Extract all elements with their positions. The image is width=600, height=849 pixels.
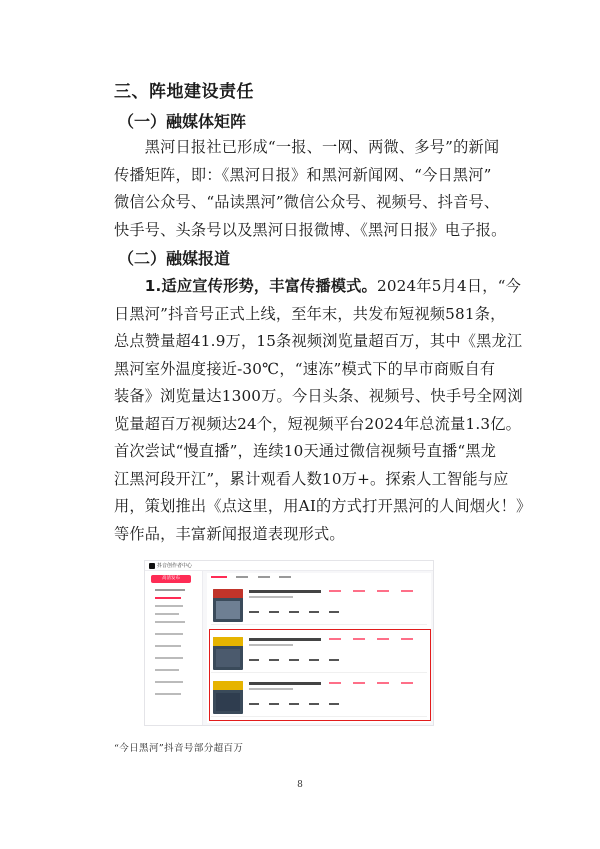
text-line: 传播矩阵，即：《黑河日报》和黑河新闻网、“今日黑河” [114, 165, 492, 184]
text-line: 总点赞量超41.9万，15条视频浏览量超百万，其中《黑龙江 [114, 332, 523, 350]
text-line: 用，策划推出《点这里，用AI的方式打开黑河的人间烟火！》 [114, 497, 532, 515]
lead-rest: 2024年5月4日，“今 [376, 277, 522, 295]
figure-tab [211, 576, 227, 578]
page-number: 8 [297, 780, 303, 790]
figure-sidebar-item [155, 645, 181, 647]
figure-caption: “今日黑河”抖音号部分超百万 [114, 743, 244, 754]
figure-brand [149, 562, 192, 569]
text-line: 快手号、头条号以及黑河日报微博、《黑河日报》电子报。 [114, 220, 507, 239]
video-tags-placeholder [329, 590, 425, 592]
text-line: 装备》浏览量达1300万。今日头条、视频号、快手号全网浏 [114, 387, 523, 405]
figure-brand-label: 抖音创作者中心 [157, 563, 193, 569]
figure-sidebar-item [155, 605, 183, 607]
text-line: 等作品，丰富新闻报道表现形式。 [114, 524, 345, 543]
douyin-screenshot-figure [144, 560, 434, 726]
text-line: 黑河室外温度接近-30℃，“速冻”模式下的早市商贩自有 [114, 359, 496, 378]
video-subtitle-placeholder [249, 596, 293, 598]
figure-tab [236, 576, 248, 578]
figure-publish-button: 高清发布 [151, 575, 191, 583]
text-line-first [114, 273, 522, 301]
text-line: 览量超百万视频达24个，短视频平台2024年总流量1.3亿。 [114, 414, 522, 433]
figure-sidebar [145, 571, 203, 726]
figure-topbar [145, 561, 434, 571]
figure-tab [279, 576, 291, 578]
figure-video-row [211, 585, 427, 625]
video-stats-placeholder [249, 611, 349, 613]
figure-sidebar-item [155, 613, 179, 615]
highlight-box [209, 629, 431, 721]
text-line: 微信公众号、“品读黑河”微信公众号、视频号、抖音号、 [114, 193, 500, 211]
figure-tab [258, 576, 270, 578]
paragraph-media-matrix [114, 134, 507, 244]
figure-tabs [211, 575, 299, 580]
video-thumbnail [213, 589, 243, 622]
figure-sidebar-item [155, 657, 183, 659]
figure-sidebar-item [155, 633, 183, 635]
text-line: 江黑河段开江”，累计观看人数10万+。探索人工智能与应 [114, 469, 509, 488]
text-line: 首次尝试“慢直播”，连续10天通过微信视频号直播“黑龙 [114, 442, 497, 460]
text-line: 日黑河”抖音号正式上线，至年末，共发布短视频581条， [114, 304, 506, 323]
figure-sidebar-item [155, 693, 181, 695]
figure-sidebar-item [155, 669, 179, 671]
paragraph-media-reports [114, 273, 532, 548]
douyin-logo-icon [149, 563, 155, 569]
text-line: 黑河日报社已形成“一报、一网、两微、多号”的新闻 [114, 138, 500, 156]
section-heading: 三、阵地建设责任 [114, 82, 254, 102]
lead-sentence: 1.适应宣传形势，丰富传播模式。 [144, 277, 377, 295]
figure-sidebar-item [155, 681, 183, 683]
figure-sidebar-item [155, 597, 181, 599]
subsection-title-1: （一）融媒体矩阵 [118, 112, 247, 131]
figure-sidebar-item [155, 589, 185, 591]
subsection-title-2: （二）融媒报道 [118, 249, 231, 268]
video-title-placeholder [249, 590, 321, 593]
figure-sidebar-item [155, 621, 185, 623]
